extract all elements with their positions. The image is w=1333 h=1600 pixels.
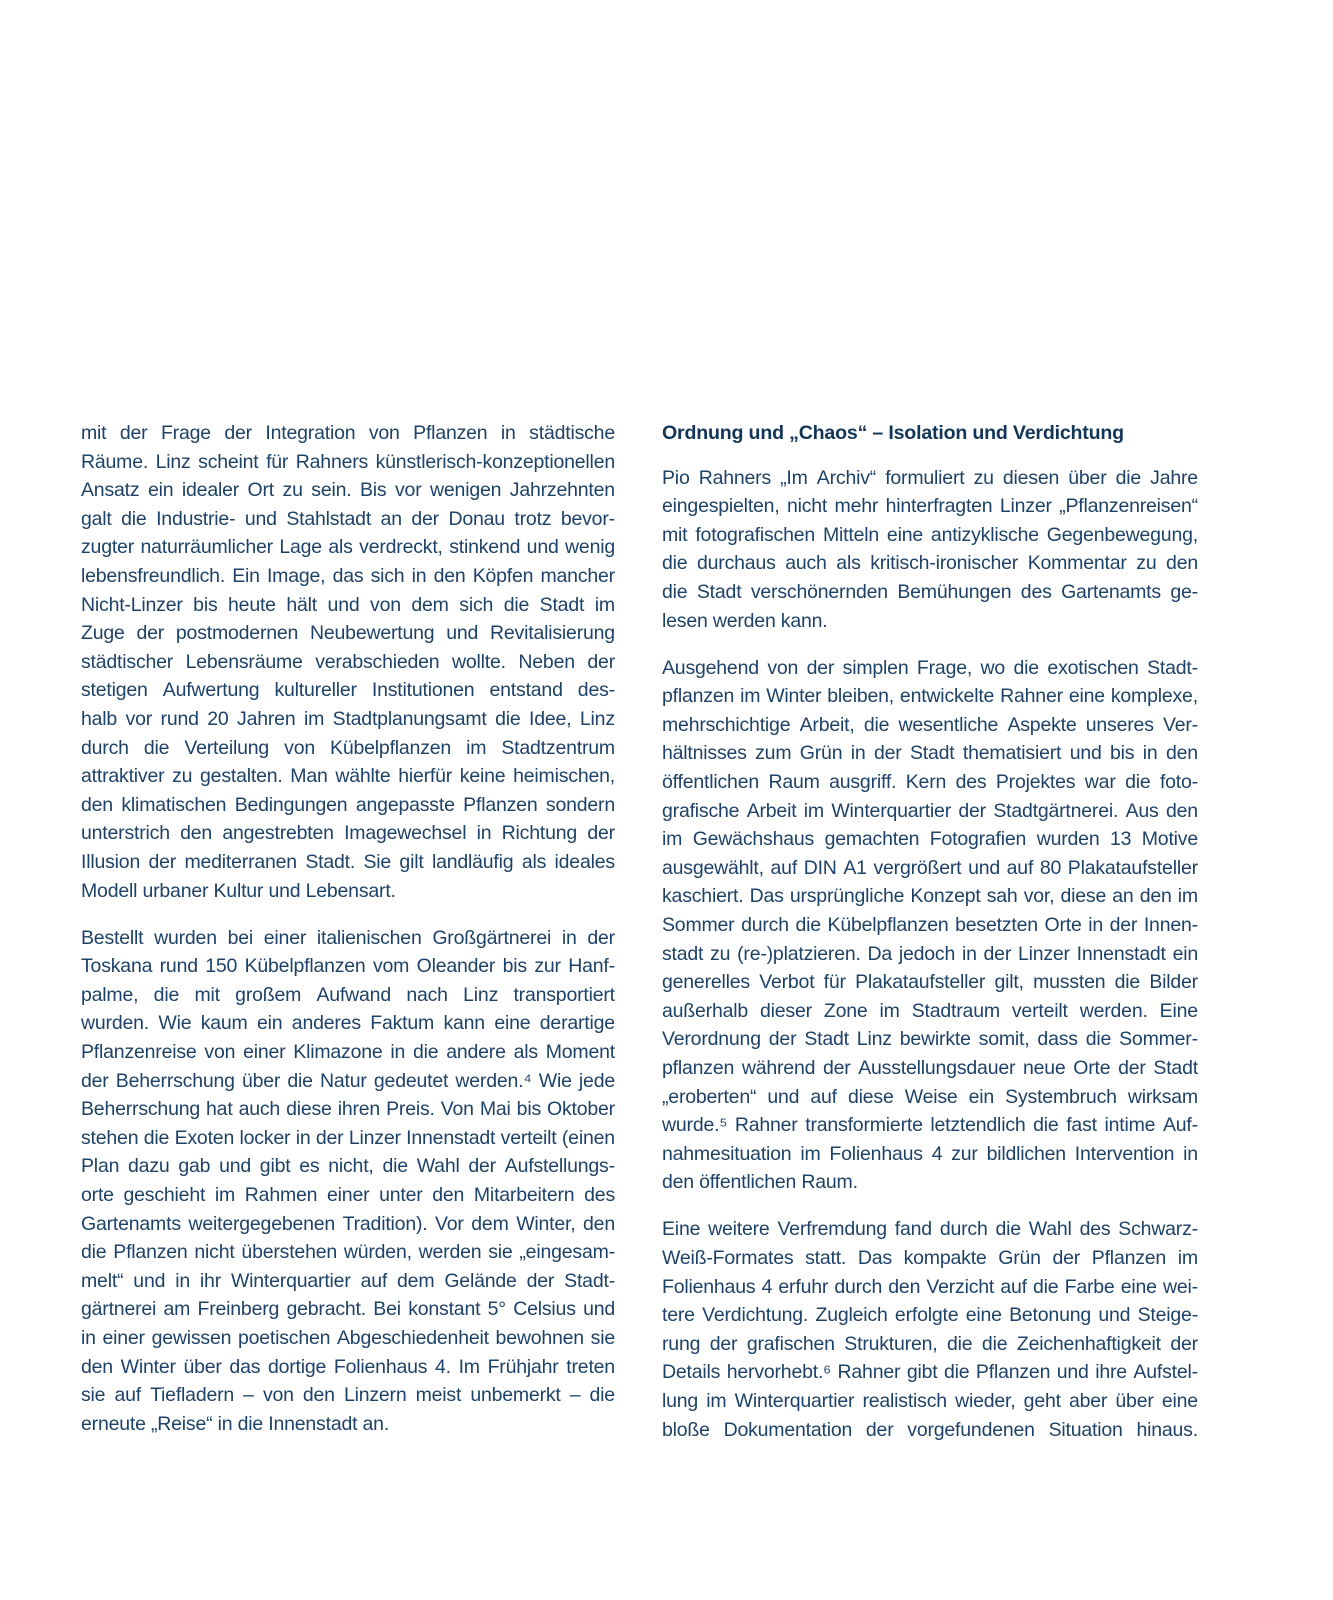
paragraph — [662, 654, 1198, 1197]
text-line: „eroberten“ und auf diese Weise ein Systembruch wirksam — [662, 1085, 1198, 1108]
text-line: stadt zu (re-)platzieren. Da jedoch in der Linzer Innenstadt ein — [662, 942, 1198, 965]
text-line: unterstrich den angestrebten Imagewechsel in Richtung der — [81, 822, 615, 845]
text-line: orte geschieht im Rahmen einer unter den Mitarbeitern des — [81, 1183, 615, 1206]
text-line: stetigen Aufwertung kultureller Institutionen entstand des- — [81, 679, 615, 702]
text-line: galt die Industrie- und Stahlstadt an der Donau trotz bevor- — [81, 507, 615, 530]
text-line: sie auf Tiefladern – von den Linzern meist unbemerkt – die — [81, 1384, 615, 1407]
text-line: Eine weitere Verfremdung fand durch die Wahl des Schwarz- — [662, 1218, 1198, 1241]
text-line: den öffentlichen Raum. — [662, 1171, 858, 1194]
text-line: in einer gewissen poetischen Abgeschiedenheit bewohnen sie — [81, 1326, 615, 1349]
text-line: lebensfreundlich. Ein Image, das sich in den Köpfen mancher — [81, 564, 615, 587]
text-line: die durchaus auch als kritisch-ironischer Kommentar zu den — [662, 552, 1198, 575]
text-line: melt“ und in ihr Winterquartier auf dem Gelände der Stadt- — [81, 1269, 615, 1292]
text-line: Pio Rahners „Im Archiv“ formuliert zu diesen über die Jahre — [662, 466, 1198, 489]
text-line: wurden. Wie kaum ein anderes Faktum kann eine derartige — [81, 1012, 615, 1035]
paragraph — [81, 924, 615, 1439]
right-column-paragraphs — [662, 464, 1198, 1445]
text-line: Modell urbaner Kultur und Lebensart. — [81, 879, 396, 902]
text-line: lesen werden kann. — [662, 609, 828, 632]
text-line: stehen die Exoten locker in der Linzer Innenstadt verteilt (einen — [81, 1126, 615, 1149]
text-line: nahmesituation im Folienhaus 4 zur bildlichen Intervention in — [662, 1142, 1198, 1165]
text-line: halb vor rund 20 Jahren im Stadtplanungsamt die Idee, Linz — [81, 707, 615, 730]
text-line: gärtnerei am Freinberg gebracht. Bei konstant 5° Celsius und — [81, 1298, 615, 1321]
text-line: mit fotografischen Mitteln eine antizyklische Gegenbewegung, — [662, 523, 1198, 546]
text-line: Pflanzenreise von einer Klimazone in die andere als Moment — [81, 1040, 615, 1063]
text-line: palme, die mit großem Aufwand nach Linz transportiert — [81, 983, 615, 1006]
text-line: wurde.⁵ Rahner transformierte letztendlich die fast intime Auf- — [662, 1114, 1198, 1137]
paragraph — [662, 1215, 1198, 1444]
text-line: außerhalb dieser Zone im Stadtraum verteilt werden. Eine — [662, 999, 1198, 1022]
text-line: die Stadt verschönernden Bemühungen des Gartenamts ge- — [662, 580, 1198, 603]
text-line: Ausgehend von der simplen Frage, wo die exotischen Stadt- — [662, 656, 1198, 679]
text-line: Beherrschung hat auch diese ihren Preis. Von Mai bis Oktober — [81, 1098, 615, 1121]
text-line: pflanzen während der Ausstellungsdauer neue Orte der Stadt — [662, 1056, 1198, 1079]
text-line: Illusion der mediterranen Stadt. Sie gilt landläufig als ideales — [81, 850, 615, 873]
text-line: im Gewächshaus gemachten Fotografien wurden 13 Motive — [662, 828, 1198, 851]
text-line: den Winter über das dortige Folienhaus 4. Im Frühjahr treten — [81, 1355, 615, 1378]
text-line: bloße Dokumentation der vorgefundenen Situation hinaus. — [662, 1418, 1198, 1441]
text-line: grafische Arbeit im Winterquartier der Stadtgärtnerei. Aus den — [662, 799, 1198, 822]
text-line: rung der grafischen Strukturen, die die Zeichenhaftigkeit der — [662, 1332, 1198, 1355]
text-line: Bestellt wurden bei einer italienischen Großgärtnerei in der — [81, 926, 615, 949]
text-line: öffentlichen Raum ausgriff. Kern des Projektes war die foto- — [662, 771, 1198, 794]
text-line: durch die Verteilung von Kübelpflanzen im Stadtzentrum — [81, 736, 615, 759]
text-line: pflanzen im Winter bleiben, entwickelte Rahner eine komplexe, — [662, 685, 1198, 708]
text-line: Toskana rund 150 Kübelpflanzen vom Oleander bis zur Hanf- — [81, 955, 615, 978]
text-line: generelles Verbot für Plakataufsteller gilt, mussten die Bilder — [662, 971, 1198, 994]
text-line: städtischer Lebensräume verabschieden wollte. Neben der — [81, 650, 615, 673]
text-line: ausgewählt, auf DIN A1 vergrößert und auf 80 Plakataufsteller — [662, 856, 1198, 879]
text-line: Folienhaus 4 erfuhr durch den Verzicht auf die Farbe eine wei- — [662, 1275, 1198, 1298]
text-line: Weiß-Formates statt. Das kompakte Grün der Pflanzen im — [662, 1247, 1198, 1270]
text-line: zugter naturräumlicher Lage als verdreckt, stinkend und wenig — [81, 536, 615, 559]
paragraph — [662, 464, 1198, 636]
left-text-column — [81, 419, 615, 1438]
text-line: kaschiert. Das ursprüngliche Konzept sah vor, diese an den im — [662, 885, 1198, 908]
text-line: Ansatz ein idealer Ort zu sein. Bis vor wenigen Jahrzehnten — [81, 479, 615, 502]
text-line: Räume. Linz scheint für Rahners künstlerisch-konzeptionellen — [81, 450, 615, 473]
text-line: mehrschichtige Arbeit, die wesentliche Aspekte unseres Ver- — [662, 713, 1198, 736]
text-line: Nicht-Linzer bis heute hält und von dem sich die Stadt im — [81, 593, 615, 616]
text-line: erneute „Reise“ in die Innenstadt an. — [81, 1412, 390, 1435]
text-line: Gartenamts weitergegebenen Tradition). Vor dem Winter, den — [81, 1212, 615, 1235]
text-line: Plan dazu gab und gibt es nicht, die Wahl der Aufstellungs- — [81, 1155, 615, 1178]
section-heading: Ordnung und „Chaos“ – Isolation und Verdichtung — [662, 422, 1124, 444]
text-line: lung im Winterquartier realistisch wieder, geht aber über eine — [662, 1390, 1198, 1412]
text-line: der Beherrschung über die Natur gedeutet werden.⁴ Wie jede — [81, 1069, 615, 1092]
right-text-column — [662, 419, 1198, 1444]
text-line: den klimatischen Bedingungen angepasste Pflanzen sondern — [81, 793, 615, 816]
text-line: mit der Frage der Integration von Pflanzen in städtische — [81, 422, 615, 444]
text-line: attraktiver zu gestalten. Man wählte hierfür keine heimischen, — [81, 765, 615, 788]
paragraph — [81, 419, 615, 905]
text-line: tere Verdichtung. Zugleich erfolgte eine Betonung und Steige- — [662, 1304, 1198, 1327]
text-line: Zuge der postmodernen Neubewertung und Revitalisierung — [81, 622, 615, 645]
text-line: die Pflanzen nicht überstehen würden, werden sie „eingesam- — [81, 1241, 615, 1264]
text-line: eingespielten, nicht mehr hinterfragten Linzer „Pflanzenreisen“ — [662, 495, 1198, 518]
text-line: Sommer durch die Kübelpflanzen besetzten Orte in der Innen- — [662, 914, 1198, 936]
text-line: Verordnung der Stadt Linz bewirkte somit, dass die Sommer- — [662, 1028, 1198, 1051]
text-line: Details hervorhebt.⁶ Rahner gibt die Pflanzen und ihre Aufstel- — [662, 1361, 1198, 1384]
text-line: hältnisses zum Grün in der Stadt thematisiert und bis in den — [662, 742, 1198, 765]
